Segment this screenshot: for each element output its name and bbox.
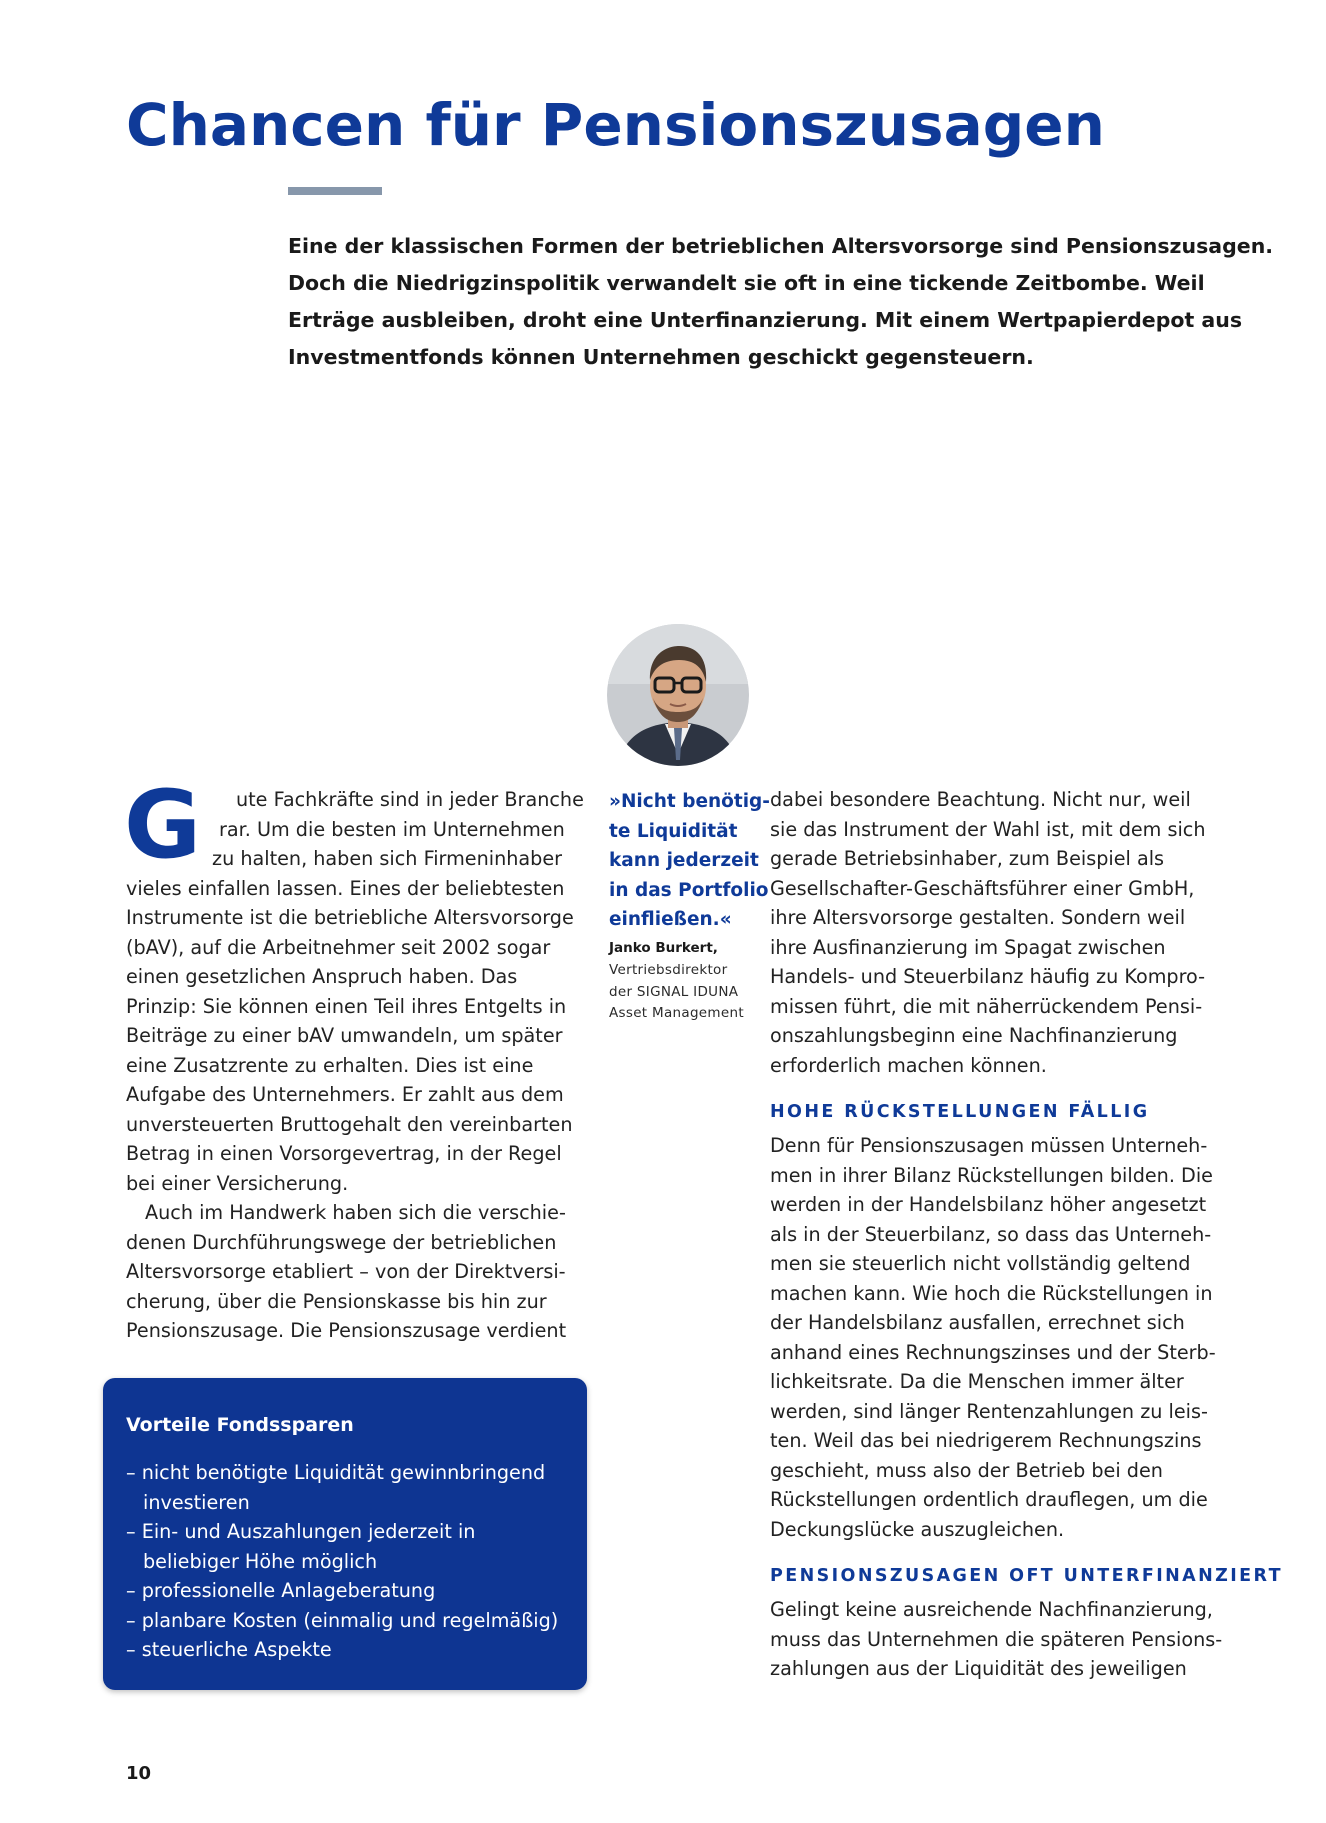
list-item: – professionelle Anlageberatung [126, 1579, 436, 1602]
pull-quote: »Nicht benötig- te Liquidität kann jederzeit in das Portfolio einfließen.« [609, 791, 770, 930]
page-title: Chancen für Pensionszusagen [126, 91, 1105, 159]
list-item: beliebiger Höhe möglich [143, 1549, 378, 1573]
list-item: – Ein- und Auszahlungen jederzeit in [126, 1520, 476, 1543]
list-item: investieren [143, 1490, 250, 1514]
list-item: – nicht benötigte Liquidität gewinnbringend [126, 1461, 546, 1484]
advantages-box [103, 1378, 587, 1690]
intro-paragraph: Eine der klassischen Formen der betrieblichen Altersvorsorge sind Pensionszusagen. Doch die Niedrigzinspolitik verwandelt sie oft in eine tickende Zeitbombe. Weil Erträge ausbleiben, droht eine Unterfinanzierung. Mit einem Wertpapierdepot aus Investmentfonds können Unternehmen geschickt gegensteuern. [288, 234, 1274, 369]
page-number: 10 [126, 1763, 152, 1784]
title-underline [288, 187, 382, 195]
list-item: – planbare Kosten (einmalig und regelmäßig) [126, 1608, 559, 1632]
subheading-unterfinanziert: PENSIONSZUSAGEN OFT UNTERFINANZIERT [770, 1566, 1283, 1586]
subheading-rueckstellungen: HOHE RÜCKSTELLUNGEN FÄLLIG [770, 1102, 1150, 1122]
drop-cap: G [124, 771, 202, 880]
column-3-text [770, 785, 1283, 1684]
list-item: – steuerliche Aspekte [126, 1638, 332, 1661]
quote-author-role: Vertriebsdirektor der SIGNAL IDUNA Asset Management [609, 962, 744, 1021]
advantages-box-title: Vorteile Fondssparen [126, 1414, 354, 1436]
column-3-paragraph-2: Denn für Pensionszusagen müssen Unterneh- men in ihrer Bilanz Rückstellungen bilden. Die werden in der Handelsbilanz höher angesetzt als in der Steuerbilanz, so dass das Unterneh- men sie steuerlich nicht vollständig geltend machen kann. Wie hoch die Rückstellungen in der Handelsbilanz ausfallen, errechnet sich anhand eines Rechnungszinses und der Sterb- lichkeitsrate. Da die Menschen immer älter werden, sind länger Rentenzahlungen zu leis- ten. Weil das bei niedrigerem Rechnungszins geschieht, muss also der Betrieb bei den Rückstellungen ordentlich drauflegen, um die Deckungslücke auszugleichen. [770, 1134, 1216, 1541]
column-3-paragraph-1: dabei besondere Beachtung. Nicht nur, weil sie das Instrument der Wahl ist, mit dem sich gerade Betriebsinhaber, zum Beispiel als Gesellschafter-Geschäftsführer einer GmbH, ihre Altersvorsorge gestalten. Sondern weil ihre Ausfinanzierung im Spagat zwischen Handels- und Steuerbilanz häufig zu Kompro- missen führt, die mit näherrückendem Pensi- onszahlungsbeginn eine Nachfinanzierung erforderlich machen können. [770, 788, 1206, 1077]
column-3-paragraph-3: Gelingt keine ausreichende Nachfinanzierung, muss das Unternehmen die späteren Pensions- zahlungen aus der Liquidität des jeweiligen [770, 1598, 1223, 1680]
author-portrait [607, 624, 749, 766]
advantages-list [126, 1458, 558, 1665]
column-1-text: ute Fachkräfte sind in jeder Branche rar. Um die besten im Unternehmen zu halten, haben sich Firmeninhaber vieles einfallen lassen. Eines der beliebtesten Instrumente ist die betriebliche Altersvorsorge (bAV), auf die Arbeitnehmer seit 2002 sogar einen gesetzlichen Anspruch haben. Das Prinzip: Sie können einen Teil ihres Entgelts in Beiträge zu einer bAV umwandeln, um später eine Zusatzrente zu erhalten. Dies ist eine Aufgabe des Unternehmers. Er zahlt aus dem unversteuerten Bruttogehalt den vereinbarten Betrag in einen Vorsorgevertrag, in der Regel bei einer Versicherung. Auch im Handwerk haben sich die verschie- denen Durchführungswege der betrieblichen Altersvorsorge etabliert – von der Direktversi- cherung, über die Pensionskasse bis hin zur Pensionszusage. Die Pensionszusage verdient [126, 788, 584, 1342]
quote-author-name: Janko Burkert, [609, 940, 718, 956]
